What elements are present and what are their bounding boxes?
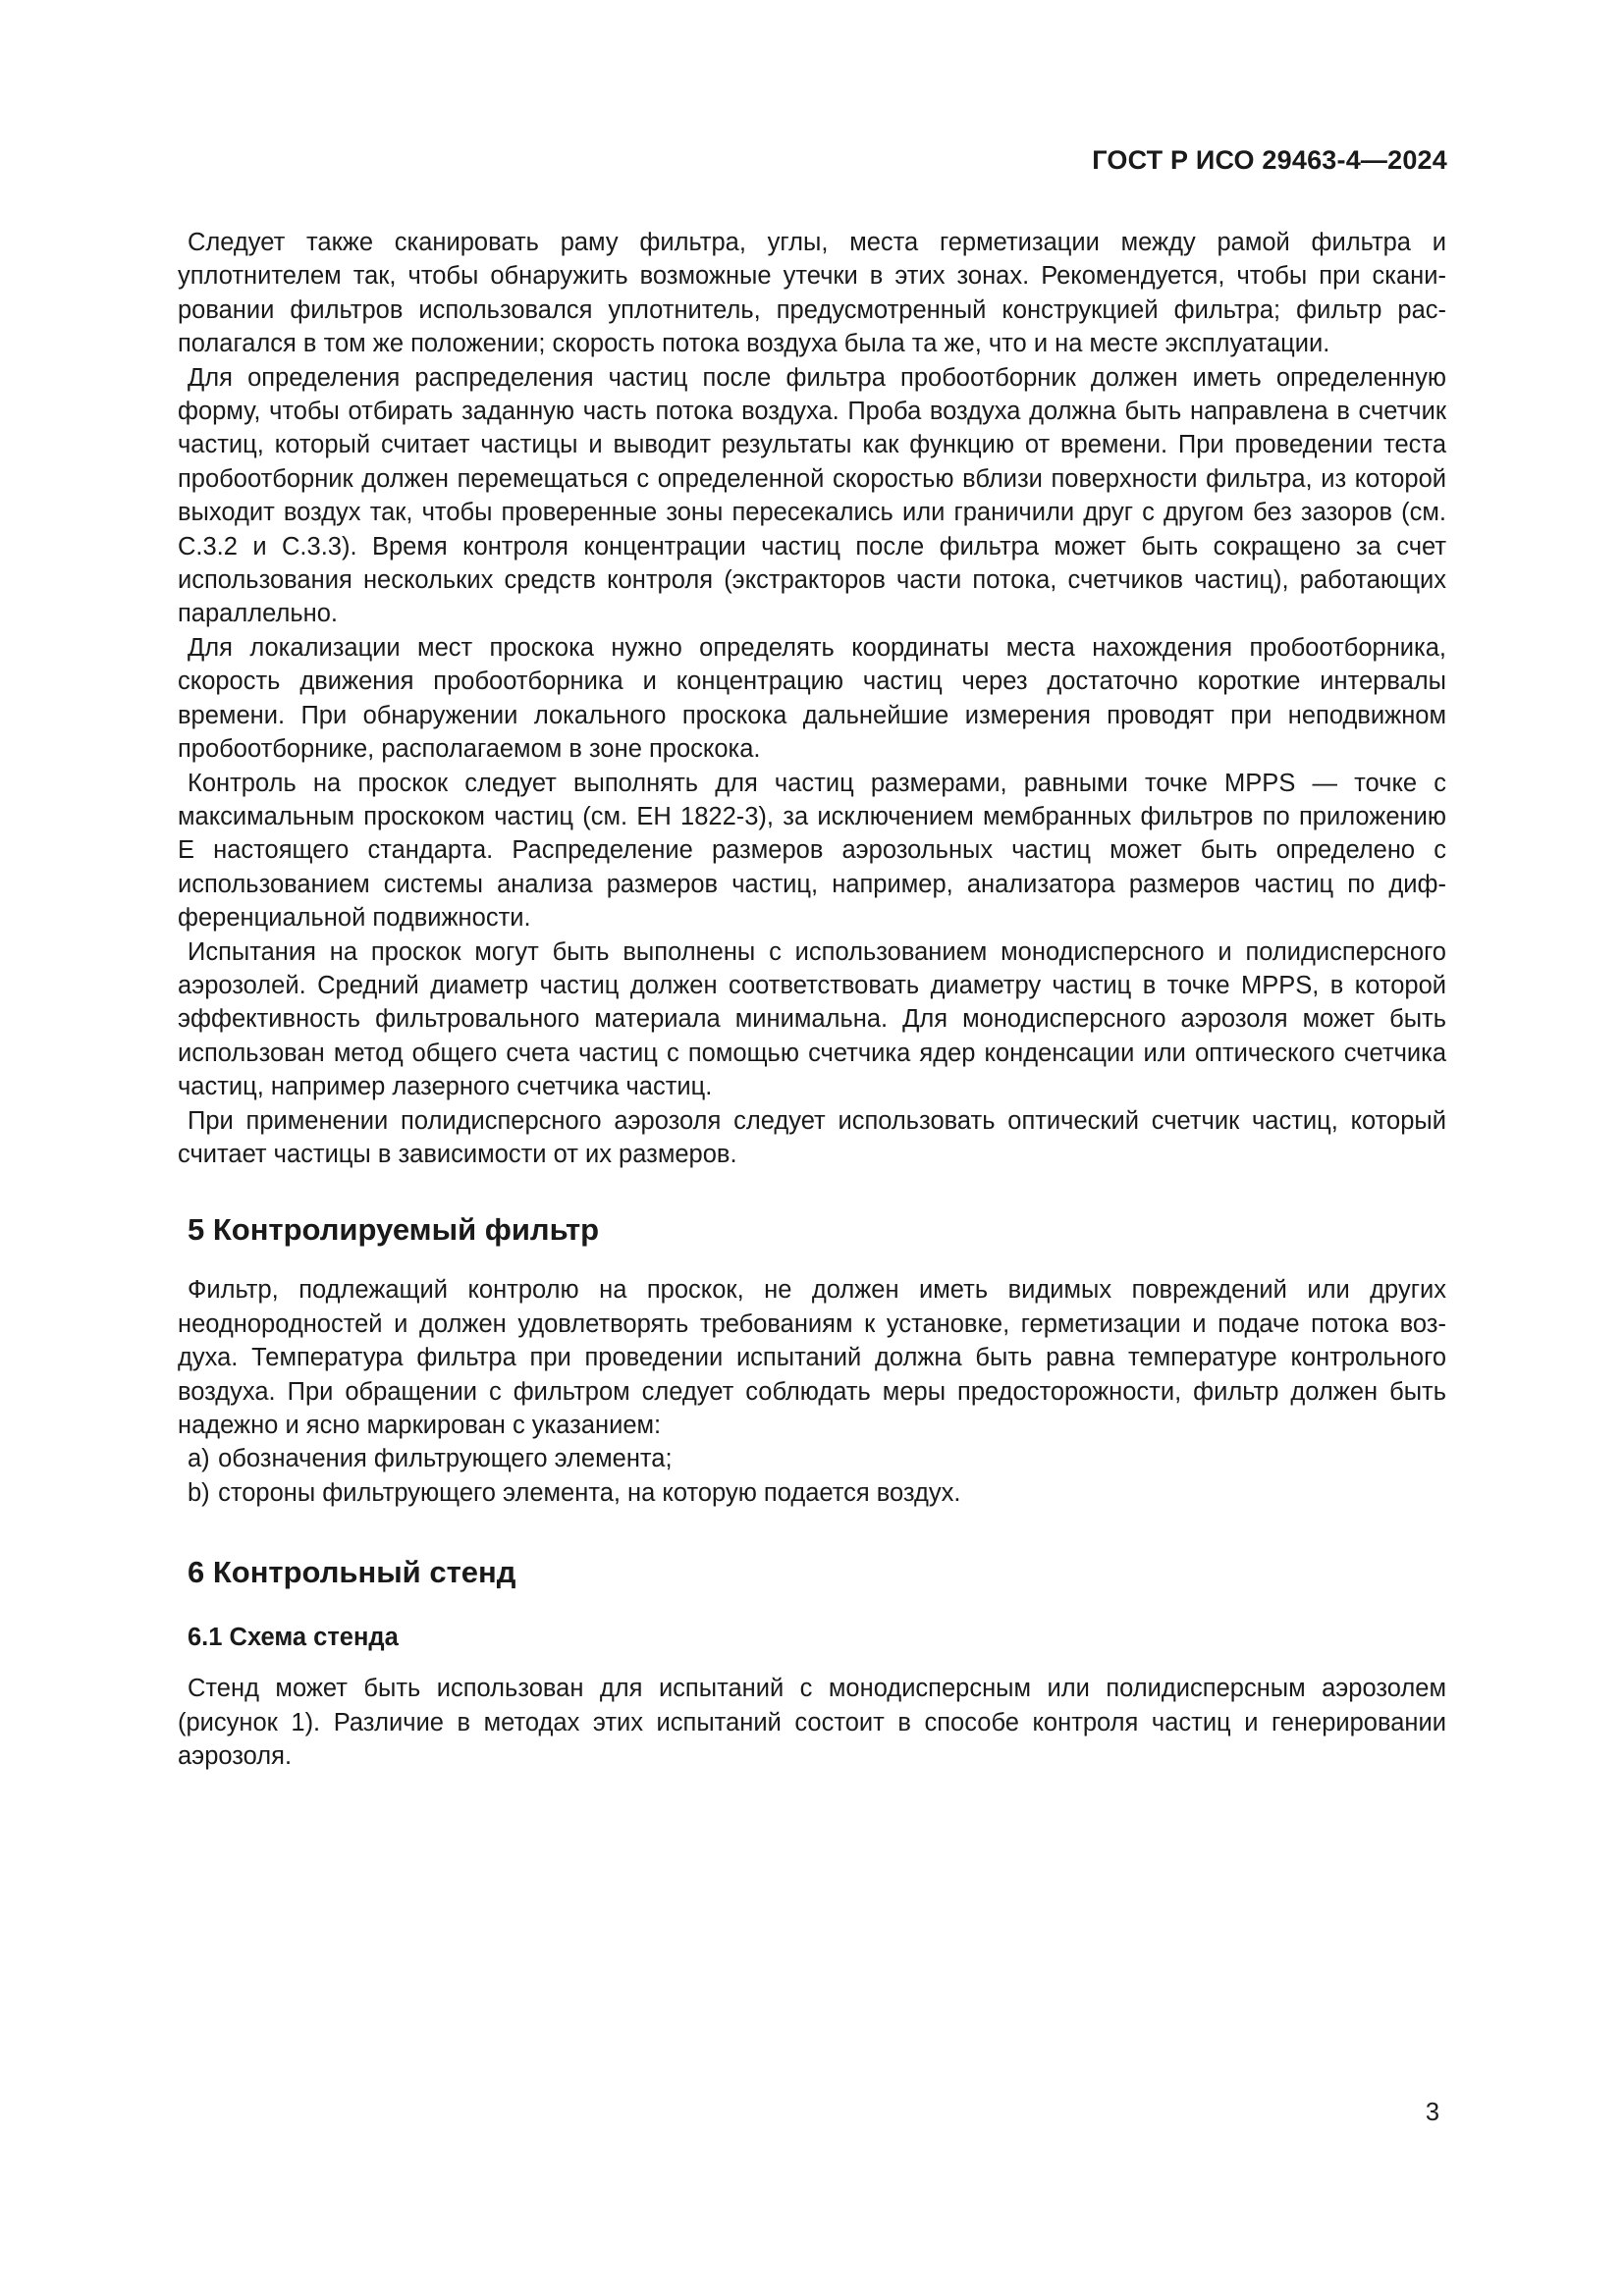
paragraph-text: Контроль на проскок следует выполнять для частиц размерами, равными точке MPPS — точке с максимальным проскоком частиц (см. ЕН 1822-3), за исключением мембранных фильтров по приложению Е настоящего стандарта. Распределение размеров аэрозольных частиц может быть определено с использованием системы анализа размеров частиц, например, анализатора размеров частиц по дифференциальной подвижности. (178, 769, 1446, 933)
list-item-text: обозначения фильтрующего элемента; (218, 1445, 673, 1473)
section-heading-controlled-filter: 5 Контролируемый фильтр (188, 1212, 600, 1248)
paragraph-mpps-control (178, 767, 1446, 935)
paragraph-leak-localization (178, 631, 1446, 767)
list-marker: a) (188, 1445, 210, 1473)
list-item-text: стороны фильтрующего элемента, на которую подается воздух. (218, 1478, 961, 1507)
document-code-header: ГОСТ Р ИСО 29463-4—2024 (1092, 145, 1447, 175)
list-item (178, 1442, 1446, 1475)
paragraph-text: При применении полидисперсного аэрозоля следует использовать оптический счетчик частиц, который считает частицы в зависимости от их размеров. (178, 1106, 1446, 1168)
paragraph-text: Фильтр, подлежащий контролю на проскок, не должен иметь видимых повреждений или других неоднородностей и должен удовлетворять требованиям к установке, герметизации и подаче потока воздуха. Температура фильтра при проведении испытаний должна быть равна температуре контрольного воздуха. При обращении с фильтром следует соблюдать меры предосторожности, фильтр должен быть надежно и ясно маркирован с указанием: (178, 1276, 1446, 1439)
page-body (178, 226, 1446, 1773)
list-item (178, 1476, 1446, 1510)
paragraph-aerosol-tests (178, 935, 1446, 1104)
paragraph-text: Стенд может быть использован для испытаний с монодисперсным или полидисперсным аэрозолем (рисунок 1). Различие в методах этих испытаний состоит в способе контроля частиц и генерировании аэрозоля. (178, 1675, 1446, 1771)
paragraph-text: Испытания на проскок могут быть выполнены с использованием монодисперсного и полидисперсного аэрозолей. Средний диаметр частиц должен соответствовать диаметру частиц в точке MPPS, в которой эффективность фильтровального материала минимальна. Для монодисперсного аэрозоля может быть использован метод общего счета частиц с помощью счетчика ядер конденсации или оптического счетчика частиц, например лазерного счетчика частиц. (178, 937, 1446, 1101)
paragraph-scan-frame (178, 226, 1446, 361)
page-number: 3 (1425, 2099, 1439, 2126)
paragraph-polydisperse-counter (178, 1104, 1446, 1172)
subsection-heading-stand-scheme: 6.1 Схема стенда (188, 1624, 399, 1652)
paragraph-particle-distribution (178, 361, 1446, 631)
paragraph-text: Следует также сканировать раму фильтра, углы, места герметизации между рамой фильтра и уплотнителем так, чтобы обнаружить возможные утечки в этих зонах. Рекомендуется, чтобы при сканировании фильтров использовался уплотнитель, предусмотренный конструкцией фильтра; фильтр располагался в том же положении; скорость потока воздуха была та же, что и на месте эксплуатации. (178, 229, 1446, 358)
paragraph-text: Для локализации мест проскока нужно определять координаты места нахождения пробоотборника, скорость движения пробоотборника и концентрацию частиц через достаточно короткие интервалы времени. При обнаружении локального проскока дальнейшие измерения проводят при неподвижном пробоотборнике, располагаемом в зоне проскока. (178, 633, 1446, 764)
paragraph-stand-scheme (178, 1672, 1446, 1773)
paragraph-text: Для определения распределения частиц после фильтра пробоотборник должен иметь определенную форму, чтобы отбирать заданную часть потока воздуха. Проба воздуха должна быть направлена в счетчик частиц, который считает частицы и выводит результаты как функцию от времени. При проведении теста пробоотборник должен перемещаться с определенной скоростью вблизи поверхности фильтра, из которой выходит воздух так, чтобы проверенные зоны пересекались или граничили друг с другом без зазоров (см. С.3.2 и С.3.3). Время контроля концентрации частиц после фильтра может быть сокращено за счет использования нескольких средств контроля (экстракторов части потока, счетчиков частиц), работающих параллельно. (178, 363, 1446, 628)
list-marker: b) (188, 1478, 210, 1507)
paragraph-controlled-filter (178, 1273, 1446, 1442)
section-heading-test-stand: 6 Контрольный стенд (188, 1555, 516, 1590)
